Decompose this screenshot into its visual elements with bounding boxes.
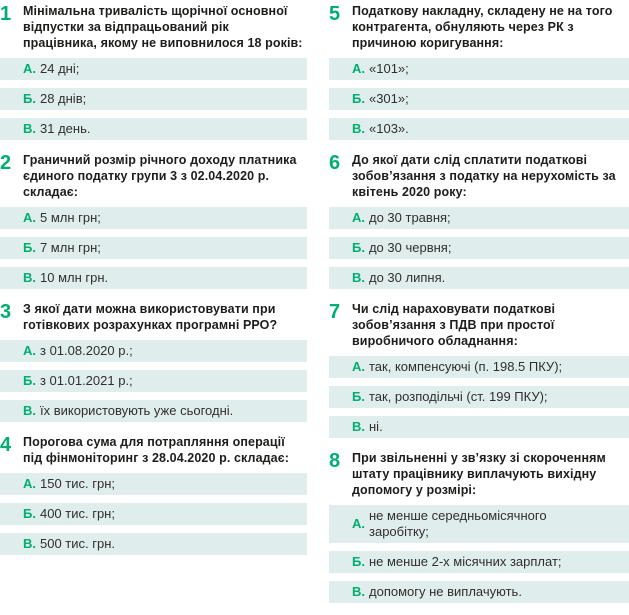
option-text: 500 тис. грн. — [40, 536, 116, 551]
option-text: 400 тис. грн; — [39, 506, 115, 521]
option-letter: А. — [352, 516, 365, 531]
question-6-header — [329, 152, 629, 200]
question-1-header — [0, 3, 307, 51]
option-text: 10 млн грн. — [40, 270, 109, 285]
question-4-option-v[interactable] — [0, 533, 307, 555]
question-text: Граничний розмір річного доходу платника єдиного податку групи 3 з 02.04.2020 р. складає: — [23, 153, 297, 199]
option-letter: В. — [352, 270, 365, 285]
question-number: 3 — [0, 301, 12, 323]
question-2-option-b[interactable] — [0, 237, 307, 259]
question-4-option-b[interactable] — [0, 503, 307, 525]
option-letter: Б. — [352, 554, 365, 569]
option-text: 7 млн грн; — [39, 240, 101, 255]
option-text: 150 тис. грн; — [40, 476, 116, 491]
question-3-option-b[interactable] — [0, 370, 307, 392]
question-6-option-a[interactable] — [329, 207, 629, 229]
question-number: 8 — [329, 450, 341, 472]
question-7-option-a[interactable] — [329, 356, 629, 378]
question-8-header — [329, 450, 629, 498]
question-3-option-a[interactable] — [0, 340, 307, 362]
option-text: допомогу не виплачують. — [369, 584, 522, 599]
question-number: 1 — [0, 3, 12, 25]
question-number: 2 — [0, 152, 12, 174]
option-letter: В. — [352, 584, 365, 599]
question-1 — [0, 3, 307, 140]
question-1-option-a[interactable] — [0, 58, 307, 80]
question-text: Мінімальна тривалість щорічної основної відпустки за відпрацьований рік працівника, якому не виповнилося 18 років: — [23, 4, 303, 50]
option-text: ні. — [369, 419, 383, 434]
option-letter: В. — [23, 403, 36, 418]
question-number: 4 — [0, 434, 12, 456]
question-8-option-a[interactable] — [329, 505, 629, 543]
question-text: Чи слід нараховувати податкові зобов’язання з ПДВ при простої виробничого обладнання: — [352, 302, 556, 348]
option-letter: А. — [352, 61, 365, 76]
question-3-option-v[interactable] — [0, 400, 307, 422]
option-letter: Б. — [23, 91, 36, 106]
question-2 — [0, 152, 307, 289]
question-2-option-a[interactable] — [0, 207, 307, 229]
option-text: 28 днів; — [39, 91, 87, 106]
question-text: З якої дати можна використовувати при готівкових розрахунках програмні РРО? — [23, 302, 278, 332]
question-3 — [0, 301, 307, 422]
question-5-header — [329, 3, 629, 51]
question-2-header — [0, 152, 307, 200]
question-7-option-v[interactable] — [329, 416, 629, 438]
question-3-header — [0, 301, 307, 333]
option-letter: Б. — [23, 240, 36, 255]
option-letter: В. — [23, 536, 36, 551]
question-6-option-v[interactable] — [329, 267, 629, 289]
option-text: з 01.01.2021 р.; — [39, 373, 133, 388]
option-letter: В. — [23, 270, 36, 285]
question-5 — [329, 3, 629, 140]
option-letter: В. — [352, 121, 365, 136]
question-7-header — [329, 301, 629, 349]
question-8-option-v[interactable] — [329, 581, 629, 603]
question-text: До якої дати слід сплатити податкові зобов’язання з податку на нерухомість за квітень 2020 року: — [352, 153, 616, 199]
option-letter: А. — [23, 210, 36, 225]
option-text: з 01.08.2020 р.; — [40, 343, 133, 358]
option-text: 5 млн грн; — [40, 210, 101, 225]
question-4 — [0, 434, 307, 555]
question-text: При звільненні у зв’язку зі скороченням штату працівнику виплачують вихідну допомогу у розмірі: — [352, 451, 606, 497]
option-text: «103». — [369, 121, 409, 136]
option-text: не менше середньомісячного заробітку; — [369, 508, 547, 539]
question-7 — [329, 301, 629, 438]
question-text: Податкову накладну, складену не на того контрагента, обнуляють через РК з причиною коригування: — [352, 4, 613, 50]
option-letter: А. — [352, 210, 365, 225]
question-2-option-v[interactable] — [0, 267, 307, 289]
question-4-option-a[interactable] — [0, 473, 307, 495]
question-text: Порогова сума для потрапляння операції під фінмоніторинг з 28.04.2020 р. складає: — [23, 435, 289, 465]
option-text: до 30 травня; — [369, 210, 451, 225]
option-letter: А. — [23, 61, 36, 76]
option-text: до 30 червня; — [368, 240, 452, 255]
question-7-option-b[interactable] — [329, 386, 629, 408]
option-text: не менше 2-х місячних зарплат; — [368, 554, 562, 569]
option-text: 24 дні; — [40, 61, 80, 76]
option-text: так, розподільчі (ст. 199 ПКУ); — [368, 389, 548, 404]
question-5-option-b[interactable] — [329, 88, 629, 110]
question-5-option-v[interactable] — [329, 118, 629, 140]
question-5-option-a[interactable] — [329, 58, 629, 80]
option-text: так, компенсуючі (п. 198.5 ПКУ); — [369, 359, 563, 374]
question-4-header — [0, 434, 307, 466]
question-number: 6 — [329, 152, 341, 174]
option-letter: А. — [23, 476, 36, 491]
option-text: «301»; — [368, 91, 409, 106]
option-letter: Б. — [352, 91, 365, 106]
question-number: 7 — [329, 301, 341, 323]
question-8-option-b[interactable] — [329, 551, 629, 573]
question-1-option-b[interactable] — [0, 88, 307, 110]
right-column — [329, 3, 629, 615]
question-6-option-b[interactable] — [329, 237, 629, 259]
option-text: 31 день. — [40, 121, 91, 136]
option-letter: Б. — [23, 506, 36, 521]
question-6 — [329, 152, 629, 289]
option-text: їх використовують уже сьогодні. — [40, 403, 234, 418]
question-8 — [329, 450, 629, 603]
question-1-option-v[interactable] — [0, 118, 307, 140]
question-number: 5 — [329, 3, 341, 25]
option-letter: Б. — [352, 389, 365, 404]
option-letter: Б. — [23, 373, 36, 388]
option-letter: В. — [23, 121, 36, 136]
option-letter: Б. — [352, 240, 365, 255]
left-column — [0, 3, 307, 615]
option-letter: А. — [352, 359, 365, 374]
option-text: «101»; — [369, 61, 409, 76]
option-text: до 30 липня. — [369, 270, 446, 285]
option-letter: А. — [23, 343, 36, 358]
option-letter: В. — [352, 419, 365, 434]
